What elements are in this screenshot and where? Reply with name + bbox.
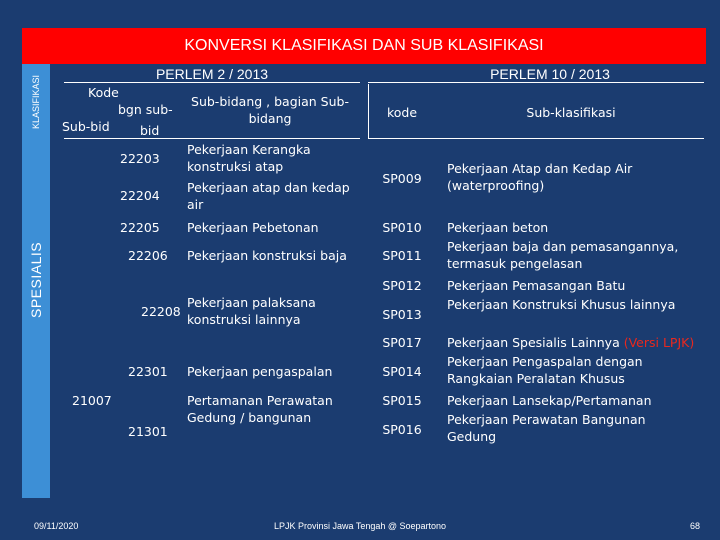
name-22203: Pekerjaan Kerangka konstruksi atap [187, 142, 311, 174]
code-22203: 22203 [120, 151, 160, 166]
code-sp013: SP013 [382, 307, 422, 322]
name-sp017 [447, 334, 715, 351]
code-22208: 22208 [141, 304, 181, 319]
name-22205: Pekerjaan Pebetonan [187, 220, 319, 235]
bid-label: bid [140, 123, 160, 138]
name-sp016: Pekerjaan Perawatan Bangunan Gedung [447, 412, 646, 444]
kode-header: kode [386, 105, 418, 120]
right-perlem-header: PERLEM 10 / 2013 [490, 66, 610, 82]
name-22204: Pekerjaan atap dan kedap air [187, 180, 350, 212]
code-sp017: SP017 [382, 335, 422, 350]
header-divider-right [368, 82, 704, 83]
sp017-label: Pekerjaan Spesialis Lainnya [447, 335, 620, 350]
column-divider [368, 84, 369, 138]
name-sp015: Pekerjaan Lansekap/Pertamanan [447, 393, 652, 408]
name-sp011: Pekerjaan baja dan pemasangannya, termasuk pengelasan [447, 239, 679, 271]
name-22206: Pekerjaan konstruksi baja [187, 248, 347, 263]
row-divider-right [368, 138, 704, 139]
page-title: KONVERSI KLASIFIKASI DAN SUB KLASIFIKASI [22, 28, 706, 64]
page-number: 68 [690, 521, 701, 531]
sub-klasifikasi-header: Sub-klasifikasi [526, 105, 616, 120]
versi-lpjk-note: (Versi LPJK) [623, 335, 695, 350]
code-sp010: SP010 [382, 220, 422, 235]
name-sp013: Pekerjaan Konstruksi Khusus lainnya [447, 297, 676, 312]
code-sp016: SP016 [382, 422, 422, 437]
spesialis-side-label: SPESIALIS [28, 241, 44, 319]
code-sp015: SP015 [382, 393, 422, 408]
code-22206: 22206 [128, 248, 168, 263]
code-22204: 22204 [120, 188, 160, 203]
name-sp009: Pekerjaan Atap dan Kedap Air (waterproofing) [447, 161, 633, 193]
name-21301: Pertamanan Perawatan Gedung / bangunan [187, 393, 333, 425]
name-sp010: Pekerjaan beton [447, 220, 549, 235]
code-22205: 22205 [120, 220, 160, 235]
kode-label: Kode [88, 85, 119, 100]
code-sp014: SP014 [382, 364, 422, 379]
sub-bidang-header: Sub-bidang , bagian Sub-bidang [191, 94, 349, 126]
code-22301: 22301 [128, 364, 168, 379]
name-22208: Pekerjaan palaksana konstruksi lainnya [187, 295, 316, 327]
code-sp009: SP009 [382, 171, 422, 186]
footer-credit: LPJK Provinsi Jawa Tengah @ Soepartono [273, 521, 447, 531]
code-21007: 21007 [72, 393, 112, 408]
sub-bid-label: Sub-bid [62, 119, 110, 134]
header-divider-left [64, 82, 360, 83]
bgn-sub-label: bgn sub- [118, 102, 173, 117]
code-sp012: SP012 [382, 278, 422, 293]
code-sp011: SP011 [382, 248, 422, 263]
name-sp014: Pekerjaan Pengaspalan dengan Rangkaian Peralatan Khusus [447, 354, 643, 386]
row-divider-left [64, 138, 360, 139]
footer-date: 09/11/2020 [34, 521, 79, 531]
name-22301: Pekerjaan pengaspalan [187, 364, 333, 379]
klasifikasi-side-label: KLASIFIKASI [31, 74, 41, 130]
name-sp012: Pekerjaan Pemasangan Batu [447, 278, 626, 293]
left-perlem-header: PERLEM 2 / 2013 [155, 66, 269, 82]
code-21301: 21301 [128, 424, 168, 439]
